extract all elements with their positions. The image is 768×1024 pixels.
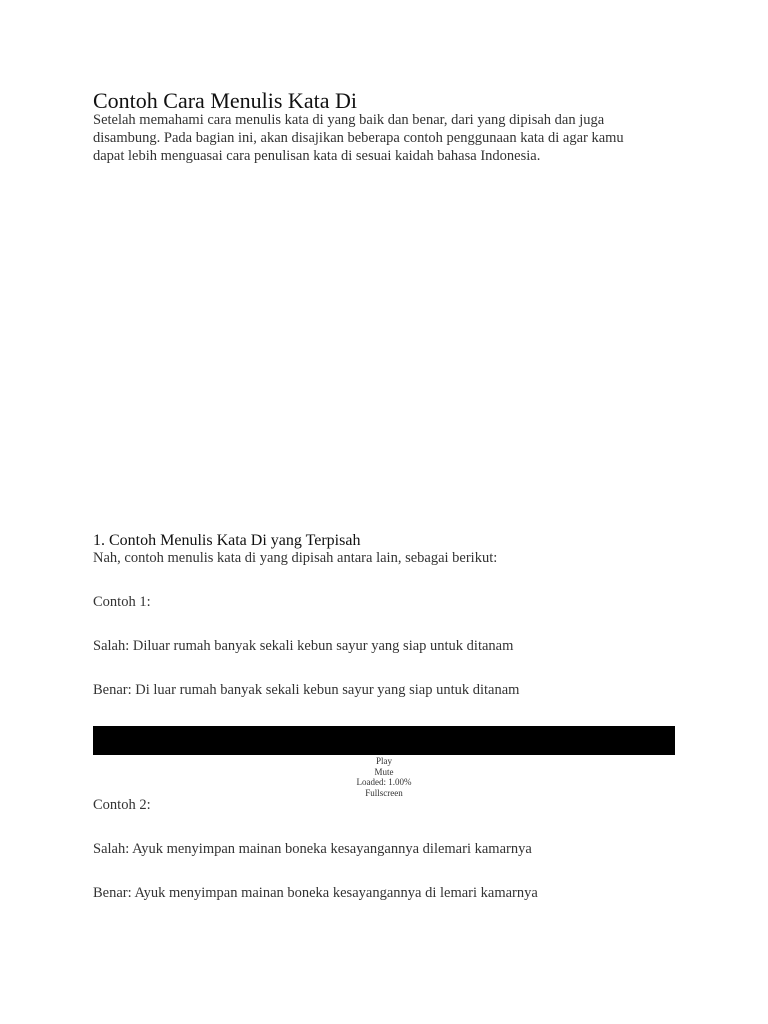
example-1-wrong: Salah: Diluar rumah banyak sekali kebun sayur yang siap untuk ditanam — [93, 638, 514, 654]
intro-paragraph — [93, 111, 675, 165]
example-2-label: Contoh 2: — [93, 797, 151, 813]
example-1-label: Contoh 1: — [93, 594, 151, 610]
mute-button[interactable]: Mute — [374, 766, 394, 777]
section-intro: Nah, contoh menulis kata di yang dipisah antara lain, sebagai berikut: — [93, 550, 498, 566]
example-2-right: Benar: Ayuk menyimpan mainan boneka kesayangannya di lemari kamarnya — [93, 885, 538, 901]
play-button[interactable]: Play — [375, 756, 392, 766]
loaded-status: Loaded: 1.00% — [356, 777, 412, 787]
page-title: Contoh Cara Menulis Kata Di — [93, 88, 357, 113]
video-controls — [93, 756, 675, 798]
fullscreen-button[interactable]: Fullscreen — [365, 787, 403, 798]
example-1-right: Benar: Di luar rumah banyak sekali kebun sayur yang siap untuk ditanam — [93, 682, 520, 698]
example-2-wrong: Salah: Ayuk menyimpan mainan boneka kesayangannya dilemari kamarnya — [93, 841, 532, 857]
intro-line: disambung. Pada bagian ini, akan disajikan beberapa contoh penggunaan kata di agar kamu — [93, 130, 624, 146]
intro-line: Setelah memahami cara menulis kata di yang baik dan benar, dari yang dipisah dan juga — [93, 112, 605, 128]
intro-line: dapat lebih menguasai cara penulisan kata di sesuai kaidah bahasa Indonesia. — [93, 148, 541, 164]
section-heading: 1. Contoh Menulis Kata Di yang Terpisah — [93, 532, 361, 549]
video-player[interactable] — [93, 726, 675, 755]
